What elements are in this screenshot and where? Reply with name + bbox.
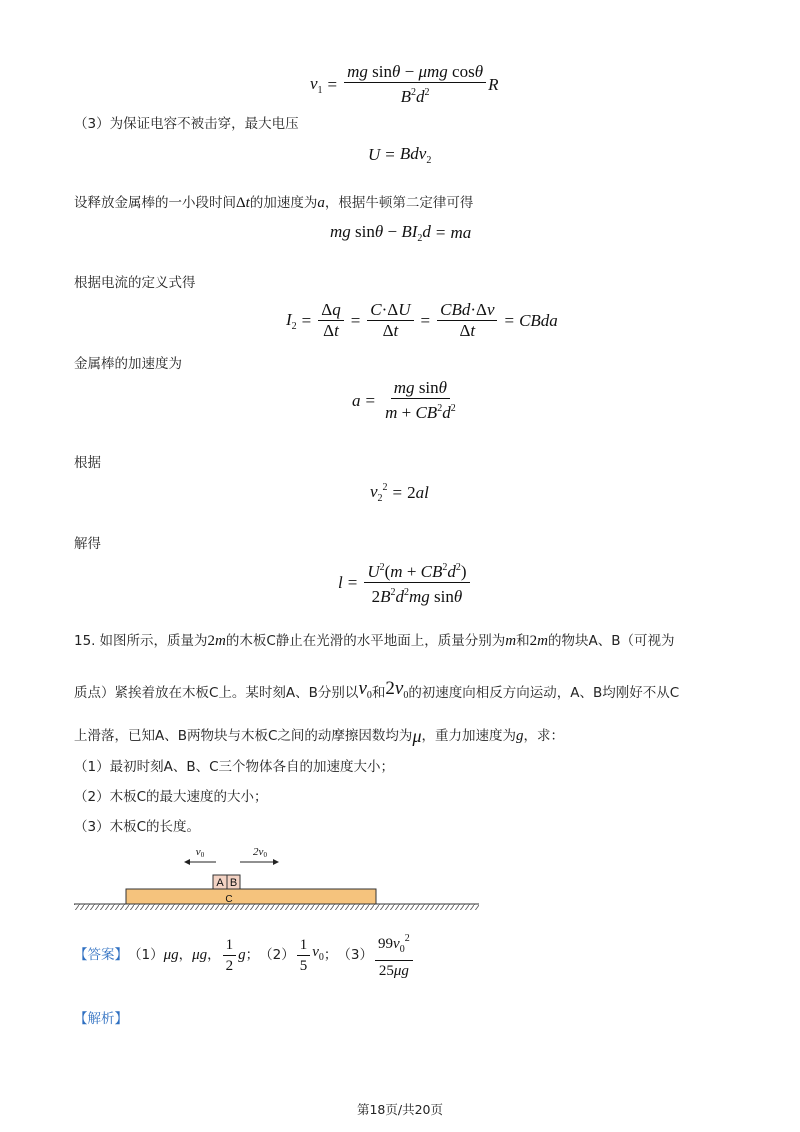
step-3-heading: （3）为保证电容不被击穿，最大电压 <box>74 116 299 132</box>
answer-tag: 【答案】 <box>74 947 128 963</box>
board-c <box>126 889 376 904</box>
equation-u: U = Bdv$_2$ <box>368 144 432 166</box>
equation-kinematics: $v_2^2$ = 2al <box>370 482 429 504</box>
label-b: B <box>229 877 238 889</box>
arrow-right-head <box>273 859 279 865</box>
velocity-b-label: 2v0 <box>253 846 267 859</box>
figure-svg <box>74 842 484 912</box>
step-solve: 解得 <box>74 536 101 552</box>
label-a: A <box>216 877 224 889</box>
problem-figure <box>74 842 484 912</box>
equation-newton: mg $\sin\theta - BI_2d$ = ma <box>330 222 472 244</box>
step-according: 根据 <box>74 455 101 471</box>
equation-acceleration: a = $\frac{\text{mg sinθ}}{m + CB^2d^2}$ <box>352 378 456 422</box>
problem-number: 15. <box>74 633 96 649</box>
page-footer: 第18页/共20页 <box>356 1102 444 1117</box>
label-c: C <box>225 894 233 905</box>
problem-15-line-3: 上滑落，已知A、B两物块与木板C之间的动摩擦因数均为 μ ，重力加速度为 g ，求： <box>74 726 564 746</box>
step-current-definition: 根据电流的定义式得 <box>74 275 196 291</box>
equation-length: l = $\frac{U^2(m + CB^2d^2)}{2B^2d^2mg \sin\theta}$ <box>338 558 472 607</box>
velocity-a-label: v0 <box>195 846 205 859</box>
answer-line: 【答案】 （1） μg ， μg ， $\frac{1}{2}$ g ； （2） $\frac{1}{5}$ $v_0$ ； （3） $\frac{99v_0^2}{25\mu g}$ <box>74 932 415 978</box>
question-3: （3）木板C的长度。 <box>74 819 201 835</box>
ground-hatch <box>74 904 479 910</box>
equation-current: $I_2$ = $\frac{\Delta q}{\Delta t}$ = $\frac{C\cdot\Delta U}{\Delta t}$ = $\frac{\text{CBd·Δv}}{\Delta t}$ = CBda <box>286 300 558 340</box>
problem-15-line-2: 质点）紧挨着放在木板C上。某时刻A、B分别以 $v_0$ 和 $2v_0$ 的初速度向相反方向运动，A、B均刚好不从C <box>74 678 680 701</box>
equation-v1: $v_1$ = $\frac{\text{mg sinθ − μmg cosθ}}{B^2d^2}$ R <box>310 62 499 106</box>
question-1: （1）最初时刻A、B、C三个物体各自的加速度大小； <box>74 759 395 775</box>
step-set-accel: 设释放金属棒的一小段时间 Δt 的加速度为 a ，根据牛顿第二定律可得 <box>74 195 474 211</box>
analysis-tag: 【解析】 <box>74 1011 128 1027</box>
problem-15-line-1: 15. 如图所示，质量为 2m 的木板C静止在光滑的水平地面上，质量分别为 m 和 2m 的物块A、B（可视为 <box>74 633 675 649</box>
question-2: （2）木板C的最大速度的大小； <box>74 789 268 805</box>
step-rod-acceleration: 金属棒的加速度为 <box>74 356 182 372</box>
arrow-left-head <box>184 859 190 865</box>
